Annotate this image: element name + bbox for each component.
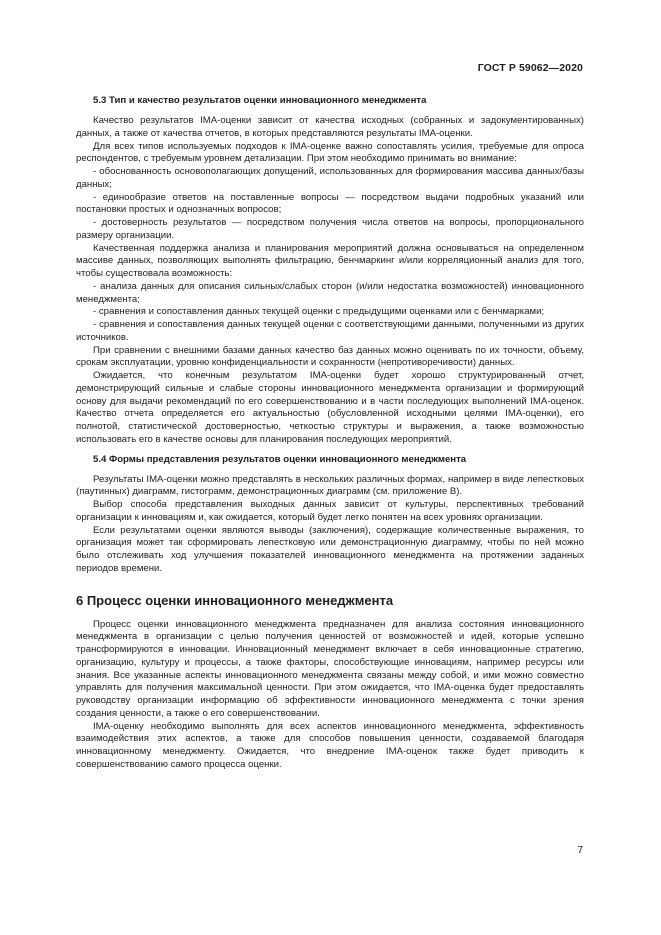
paragraph: Процесс оценки инновационного менеджмента предназначен для анализа состояния инновационного менеджмента в организации с целью получения ценностей от возможностей и идей, которые успешно трансформируются в инновации. Инновационный менеджмент включает в себя инновационные стратегию, организацию, культуру и процессы, а также факторы, способствующие инновациям, например ресурсы или знания. Все указанные аспекты инновационного менеджмента связаны между собой, и ими можно совместно управлять для получения максимальной ценности. При этом ожидается, что IMA-оценка будет предоставлять руководству организации информацию об эффективности инновационного менеджмента с точки зрения создания ценности, а также о его совершенствовании. <box>76 618 584 719</box>
page-number: 7 <box>577 845 583 856</box>
list-item: - сравнения и сопоставления данных текущей оценки с предыдущими оценками или с бенчмарками; <box>93 306 545 318</box>
list-item: - сравнения и сопоставления данных текущей оценки с соответствующими данными, полученными из других источников. <box>76 319 584 343</box>
document-body <box>76 95 584 772</box>
paragraph: При сравнении с внешними базами данных качество баз данных можно оценивать по их точности, объему, срокам эксплуатации, уровню конфиденциальности и сохранности (непротиворечивости) данных. <box>76 344 584 369</box>
list-item: - обоснованность основополагающих допущений, использованных для формирования массива данных/базы данных; <box>76 166 584 190</box>
paragraph: Качество результатов IMA-оценки зависит от качества исходных (собранных и задокументированных) данных, а также от качества отчетов, в которых представляются результаты IMA-оценки. <box>76 115 584 139</box>
list-item: - анализа данных для описания сильных/слабых сторон (и/или недостатка возможностей) инновационного менеджмента; <box>76 280 584 305</box>
paragraph: Результаты IMA-оценки можно представлять в нескольких различных формах, например в виде лепестковых (паутинных) диаграмм, гистограмм, демонстрационных диаграмм (см. приложение В). <box>76 473 584 498</box>
paragraph: Выбор способа представления выходных данных зависит от культуры, перспективных требований организации к инновациям и, как ожидается, который будет легко понятен на всех уровнях организации. <box>76 499 584 523</box>
list-item: - единообразие ответов на поставленные вопросы — посредством выдачи подробных указаний или постановки простых и однозначных вопросов; <box>76 191 584 216</box>
standard-header: ГОСТ Р 59062—2020 <box>477 62 583 74</box>
section-6-heading: 6 Процесс оценки инновационного менеджмента <box>76 592 394 608</box>
paragraph: IMA-оценку необходимо выполнять для всех аспектов инновационного менеджмента, эффективность взаимодействия этих аспектов, а также для способов повышения ценности, создаваемой благодаря инновационному менеджменту. Ожидается, что внедрение IMA-оценок также будет приводить к совершенствованию самого процесса оценки. <box>76 720 584 770</box>
list-item: - достоверность результатов — посредством получения числа ответов на вопросы, пропорционального размеру организации. <box>76 217 584 241</box>
paragraph: Качественная поддержка анализа и планирования мероприятий должна основываться на определенном массиве данных, позволяющих выполнять фильтрацию, бенчмаркинг и/или корреляционный анализ для того, чтобы существовала возможность: <box>76 242 584 279</box>
section-5-4-heading: 5.4 Формы представления результатов оценки инновационного менеджмента <box>93 453 467 465</box>
paragraph: Если результатами оценки являются выводы (заключения), содержащие количественные выражения, то организация может так сформировать лепестковую или демонстрационную диаграмму, чтобы по ней можно было отслеживать ход улучшения показателей инновационного менеджмента на протяжении заданных периодов времени. <box>76 524 584 574</box>
section-5-3-heading: 5.3 Тип и качество результатов оценки инновационного менеджмента <box>93 95 427 106</box>
paragraph: Ожидается, что конечным результатом IMA-оценки будет хорошо структурированный отчет, демонстрирующий сильные и слабые стороны инновационного менеджмента организации и формирующий основу для выдачи рекомендаций по его совершенствованию и в части последующих выполнений IMA-оценок. Качество отчета определяется его актуальностью (обусловленной исходными целями IMA-оценки), его полнотой, статистической достоверностью, четкостью структуры и выражения, а также возможностью использовать его в качестве основы для планирования последующих мероприятий. <box>76 370 584 445</box>
paragraph: Для всех типов используемых подходов к IMA-оценке важно сопоставлять усилия, требуемые для опроса респондентов, с требуемым уровнем детализации. При этом необходимо принимать во внимание: <box>76 140 584 165</box>
